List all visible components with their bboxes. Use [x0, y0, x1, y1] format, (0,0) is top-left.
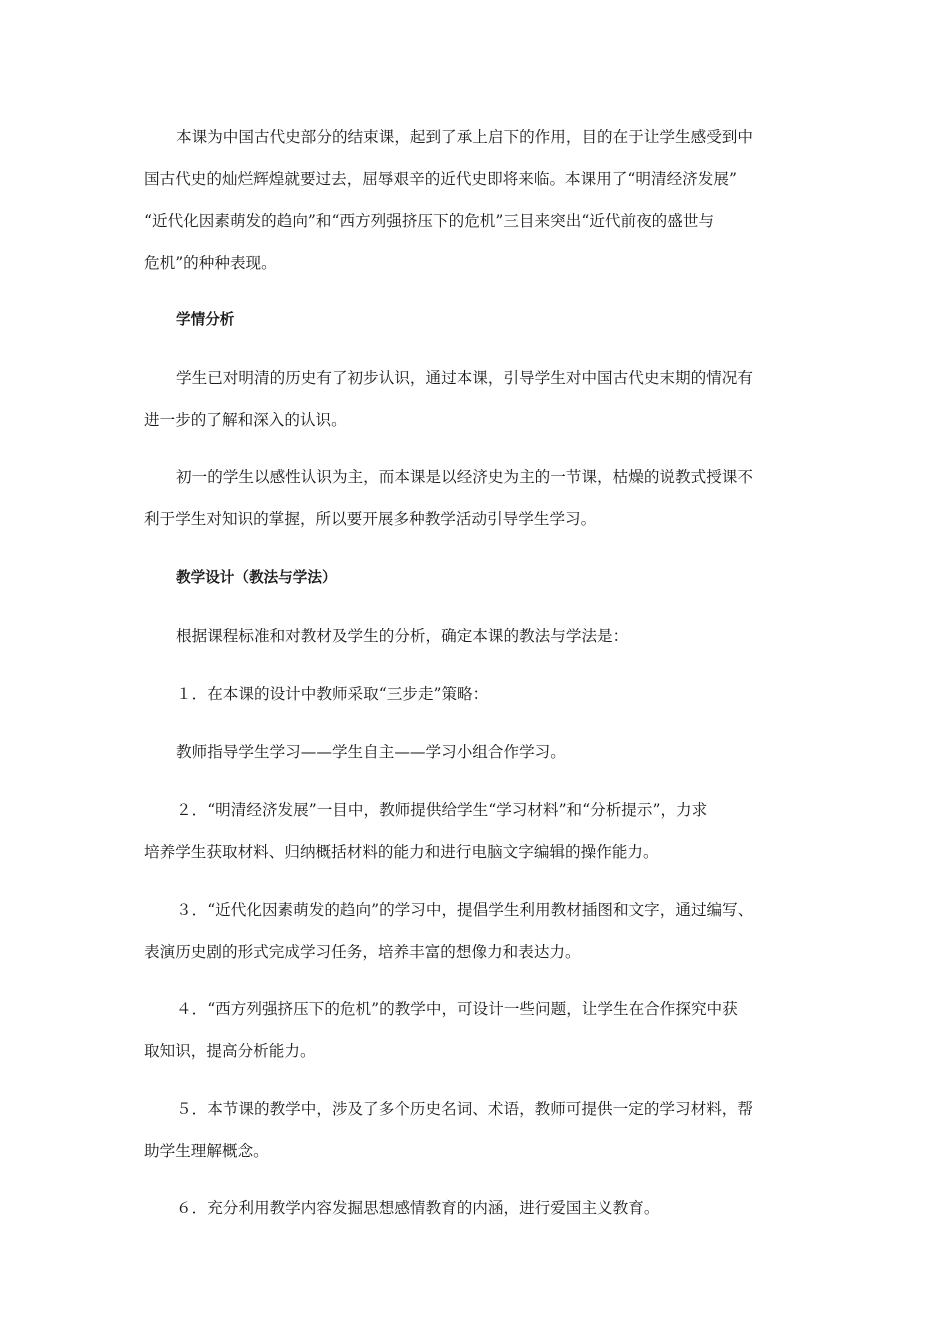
paragraph-line: 危机”的种种表现。	[144, 254, 277, 272]
paragraph-line: 本课为中国古代史部分的结束课，起到了承上启下的作用，目的在于让学生感受到中	[176, 128, 753, 146]
paragraph-line: 培养学生获取材料、归纳概括材料的能力和进行电脑文字编辑的操作能力。	[144, 843, 659, 861]
paragraph-line: 初一的学生以感性认识为主，而本课是以经济史为主的一节课，枯燥的说教式授课不	[176, 468, 753, 486]
section-heading-teaching-design: 教学设计（教法与学法）	[176, 569, 337, 586]
list-item-1-detail: 教师指导学生学习——学生自主——学习小组合作学习。	[176, 743, 566, 761]
paragraph-line: 国古代史的灿烂辉煌就要过去，屈辱艰辛的近代史即将来临。本课用了“明清经济发展”	[144, 170, 737, 188]
design-intro: 根据课程标准和对教材及学生的分析，确定本课的教法与学法是：	[176, 627, 629, 645]
paragraph-line: ３．“近代化因素萌发的趋向”的学习中，提倡学生利用教材插图和文字，通过编写、	[176, 901, 754, 919]
list-item-1: １．在本课的设计中教师采取“三步走”策略：	[176, 685, 489, 703]
paragraph-line: ５．本节课的教学中，涉及了多个历史名词、术语，教师可提供一定的学习材料，帮	[176, 1100, 753, 1118]
paragraph-line: 助学生理解概念。	[144, 1142, 269, 1160]
section-heading-learning-analysis: 学情分析	[176, 311, 235, 328]
paragraph-line: 取知识，提高分析能力。	[144, 1042, 316, 1060]
paragraph-line: ２．“明清经济发展”一目中，教师提供给学生“学习材料”和“分析提示”，力求	[176, 801, 708, 819]
paragraph-line: 学生已对明清的历史有了初步认识，通过本课，引导学生对中国古代史末期的情况有	[176, 369, 753, 387]
list-item-6: ６．充分利用教学内容发掘思想感情教育的内涵，进行爱国主义教育。	[176, 1199, 660, 1217]
paragraph-line: ４．“西方列强挤压下的危机”的教学中，可设计一些问题，让学生在合作探究中获	[176, 1000, 738, 1018]
paragraph-line: 利于学生对知识的掌握，所以要开展多种教学活动引导学生学习。	[144, 510, 597, 528]
paragraph-line: “近代化因素萌发的趋向”和“西方列强挤压下的危机”三目来突出“近代前夜的盛世与	[144, 212, 715, 230]
paragraph-line: 进一步的了解和深入的认识。	[144, 411, 347, 429]
paragraph-line: 表演历史剧的形式完成学习任务，培养丰富的想像力和表达力。	[144, 943, 581, 961]
